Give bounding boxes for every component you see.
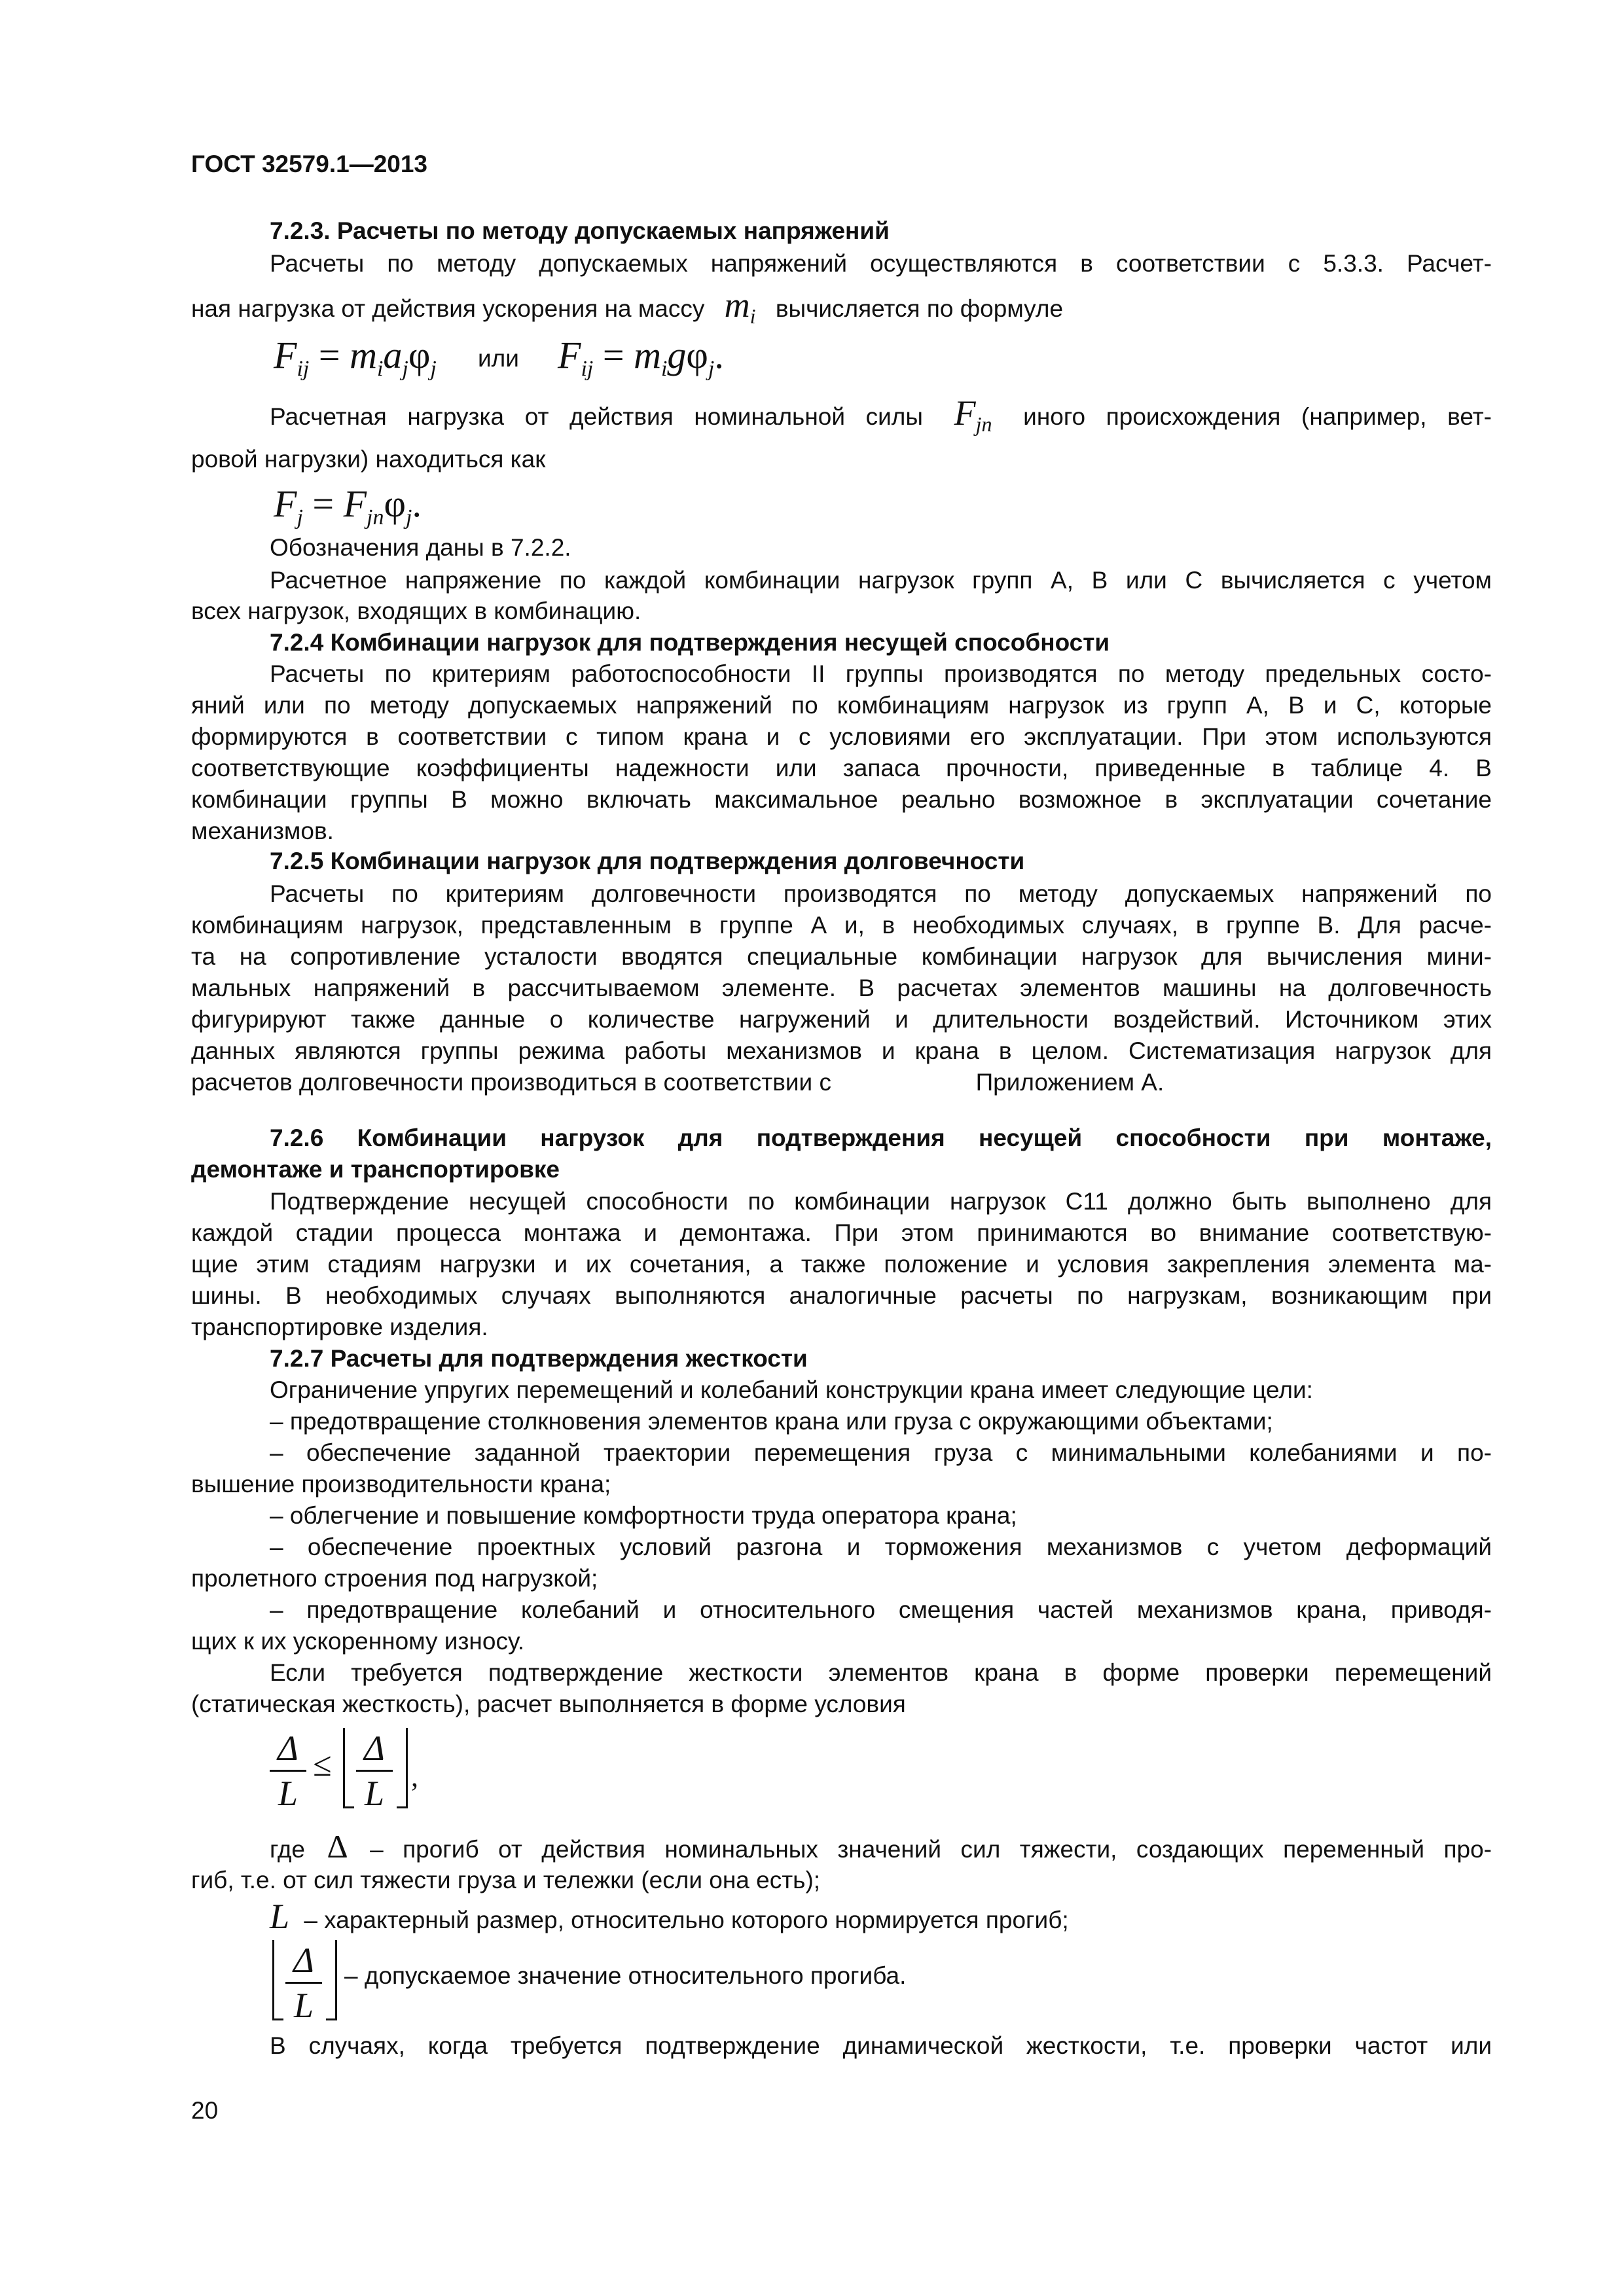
- paragraph-line: та на сопротивление усталости вводятся специальные комбинации нагрузок для вычисления мини-: [191, 943, 1492, 970]
- paragraph-line: всех нагрузок, входящих в комбинацию.: [191, 598, 641, 624]
- list-item: – обеспечение проектных условий разгона и торможения механизмов с учетом деформаций: [270, 1534, 1492, 1560]
- section-heading-7-2-3: 7.2.3. Расчеты по методу допускаемых напряжений: [270, 217, 890, 244]
- formula-mass-mi: $m_i$: [724, 285, 756, 328]
- document-page: ГОСТ 32579.1—2013 7.2.3. Расчеты по методу допускаемых напряжений Расчеты по методу допускаемых напряжений осуществляются в соответствии с 5.3.3. Расчет- ная нагрузка от действия ускорения на массу $m_i$ вычисляется по формуле $F_{ij} = m_ia_j\varphi_j$ или $F_{ij} = m_ig\varphi_j$. Расчетная нагрузка от действия номинальной силы $F_{jn}$ иного происхождения (например, вет- ровой нагрузки) находиться как $F_j = F_{jn}\varphi_j$. Обозначения даны в 7.2.2. Расчетное напряжение по каждой комбинации нагрузок групп А, В или С вычисляется с учетом всех нагрузок, входящих в комбинацию. 7.2.4 Комбинации нагрузок для подтверждения несущей способности Расчеты по критериям работоспособности II группы производятся по методу предельных состо- яний или по методу допускаемых напряжений по комбинациям нагрузок из групп А, В и С, которые формируются в соответствии с типом крана и с условиями его эксплуатации. При этом используются соответствующие коэффициенты надежности или запаса прочности, приведенные в таблице 4. В комбинации группы В можно включать максимальное реально возможное в эксплуатации сочетание механизмов. 7.2.5 Комбинации нагрузок для подтверждения долговечности Расчеты по критериям долговечности производятся по методу допускаемых напряжений по комбинациям нагрузок, представленным в группе А и, в необходимых случаях, в группе В. Для расче- та на сопротивление усталости вводятся специальные комбинации нагрузок для вычисления мини- мальных напряжений в рассчитываемом элементе. В расчетах элементов машины на долговечность фигурируют также данные о количестве нагружений и длительности воздействий. Источником этих данных являются группы режима работы механизмов и крана в целом. Систематизация нагрузок для расчетов долговечности производиться в соответствии с Приложением А. 7.2.6 Комбинации нагрузок для подтверждения несущей способности при монтаже, демонтаже и транспортировке Подтверждение несущей способности по комбинации нагрузок С11 должно быть выполнено для каждой стадии процесса монтажа и демонтажа. При этом принимаются во внимание соответствую- щие этим стадиям нагрузки и их сочетания, а также положение и условия закрепления элемента ма- шины. В необходимых случаях выполняются аналогичные расчеты по нагрузкам, возникающим при транспортировке изделия. 7.2.7 Расчеты для подтверждения жесткости Ограничение упругих перемещений и колебаний конструкции крана имеет следующие цели: – предотвращение столкновения элементов крана или груза с окружающими объектами; – обеспечение заданной траектории перемещения груза с минимальными колебаниями и по- вышение производительности крана; – облегчение и повышение комфортности труда оператора крана; – обеспечение проектных условий разгона и торможения механизмов с учетом деформаций пролетного строения под нагрузкой; – предотвращение колебаний и относительного смещения частей механизмов крана, приводя- щих к их ускоренному износу. Если требуется подтверждение жесткости элементов крана в форме проверки перемещений (статическая жесткость), расчет выполняется в форме условия Δ L ≤ Δ L , где Δ – прогиб от действия номинальных значений сил тяжести, создающих переменный про- гиб, т.е. от сил тяжести груза и тележки (если она есть); L – характерный размер, относительно которого нормируется прогиб; Δ L – допускаемое значение относительного прогиба. В случаях, когда требуется подтверждение динамической жесткости, т.е. проверки частот или 20: [0, 0, 1624, 2296]
- paragraph-line: Обозначения даны в 7.2.2.: [270, 534, 571, 561]
- page-number: 20: [191, 2097, 219, 2124]
- symbol-l: L: [270, 1897, 290, 1936]
- paragraph-line: комбинации группы В можно включать максимальное реально возможное в эксплуатации сочетание: [191, 786, 1492, 813]
- paragraph-line: Ограничение упругих перемещений и колебаний конструкции крана имеет следующие цели:: [270, 1376, 1313, 1403]
- fraction-delta-over-l-allowed: Δ L: [285, 1940, 322, 2026]
- paragraph-line: В случаях, когда требуется подтверждение динамической жесткости, т.е. проверки частот или: [270, 2032, 1492, 2059]
- section-heading-7-2-6-cont: демонтаже и транспортировке: [191, 1156, 560, 1183]
- list-item-cont: щих к их ускоренному износу.: [191, 1628, 525, 1655]
- paragraph-line: механизмов.: [191, 817, 334, 844]
- paragraph-line: формируются в соответствии с типом крана и с условиями его эксплуатации. При этом используются: [191, 723, 1492, 750]
- formula-nominal-load: $F_j = F_{jn}\varphi_j$.: [274, 482, 422, 529]
- symbol-delta: Δ: [327, 1828, 348, 1865]
- section-heading-7-2-6: 7.2.6 Комбинации нагрузок для подтверждения несущей способности при монтаже,: [270, 1124, 1492, 1151]
- fraction-delta-over-l-allowed: Δ L: [356, 1728, 393, 1814]
- formula-gravity-load: $F_{ij} = m_ig\varphi_j$.: [558, 334, 724, 381]
- paragraph-line: ная нагрузка от действия ускорения на массу $m_i$ вычисляется по формуле: [191, 285, 1064, 328]
- section-heading-7-2-5: 7.2.5 Комбинации нагрузок для подтверждения долговечности: [270, 848, 1025, 874]
- list-item: – предотвращение колебаний и относительного смещения частей механизмов крана, приводя-: [270, 1596, 1492, 1623]
- formula-force-fjn: $F_{jn}$: [954, 393, 992, 436]
- list-item-cont: пролетного строения под нагрузкой;: [191, 1565, 598, 1592]
- paragraph-line: Расчетное напряжение по каждой комбинации нагрузок групп А, В или С вычисляется с учетом: [270, 567, 1492, 594]
- paragraph-line: комбинациям нагрузок, представленным в группе А и, в необходимых случаях, в группе В. Для расче-: [191, 912, 1492, 939]
- standard-header: ГОСТ 32579.1—2013: [191, 151, 428, 177]
- definition-delta: где Δ – прогиб от действия номинальных значений сил тяжести, создающих переменный про-: [270, 1828, 1492, 1865]
- fraction-delta-over-l: Δ L: [270, 1728, 306, 1814]
- floor-bracket-right: [397, 1728, 408, 1808]
- definition-l: L – характерный размер, относительно которого нормируется прогиб;: [270, 1897, 1069, 1936]
- paragraph-line: ровой нагрузки) находиться как: [191, 446, 546, 473]
- paragraph-line: шины. В необходимых случаях выполняются аналогичные расчеты по нагрузкам, возникающим при: [191, 1282, 1492, 1309]
- paragraph-line: Подтверждение несущей способности по комбинации нагрузок С11 должно быть выполнено для: [270, 1188, 1492, 1215]
- paragraph-line: Расчеты по критериям долговечности производятся по методу допускаемых напряжений по: [270, 880, 1492, 907]
- leq-sign: ≤: [313, 1746, 332, 1784]
- section-heading-7-2-4: 7.2.4 Комбинации нагрузок для подтверждения несущей способности: [270, 629, 1110, 656]
- paragraph-line: Расчетная нагрузка от действия номинальной силы $F_{jn}$ иного происхождения (например, вет-: [270, 393, 1492, 436]
- formula-acceleration-load: $F_{ij} = m_ia_j\varphi_j$: [274, 334, 437, 381]
- paragraph-line: мальных напряжений в рассчитываемом элементе. В расчетах элементов машины на долговечность: [191, 975, 1492, 1001]
- list-item: – обеспечение заданной траектории перемещения груза с минимальными колебаниями и по-: [270, 1439, 1492, 1466]
- list-item: – предотвращение столкновения элементов крана или груза с окружающими объектами;: [270, 1408, 1273, 1435]
- paragraph-line: расчетов долговечности производиться в соответствии с Приложением А.: [191, 1069, 1164, 1096]
- list-item: – облегчение и повышение комфортности труда оператора крана;: [270, 1502, 1017, 1529]
- floor-bracket-right: [326, 1940, 337, 2020]
- paragraph-line: фигурируют также данные о количестве нагружений и длительности воздействий. Источником этих: [191, 1006, 1492, 1033]
- paragraph-line: (статическая жесткость), расчет выполняется в форме условия: [191, 1691, 906, 1717]
- word-or: или: [478, 345, 519, 372]
- definition-delta-cont: гиб, т.е. от сил тяжести груза и тележки (если она есть);: [191, 1867, 821, 1893]
- floor-bracket-left: [272, 1940, 283, 2020]
- paragraph-line: каждой стадии процесса монтажа и демонтажа. При этом принимаются во внимание соответствую-: [191, 1219, 1492, 1246]
- paragraph-line: транспортировке изделия.: [191, 1314, 488, 1340]
- paragraph-line: данных являются группы режима работы механизмов и крана в целом. Систематизация нагрузок для: [191, 1037, 1492, 1064]
- annex-reference: Приложением А.: [975, 1069, 1164, 1096]
- paragraph-line: Если требуется подтверждение жесткости элементов крана в форме проверки перемещений: [270, 1659, 1492, 1686]
- paragraph-line: щие этим стадиям нагрузки и их сочетания, а также положение и условия закрепления элемента ма-: [191, 1251, 1492, 1278]
- paragraph-line: соответствующие коэффициенты надежности или запаса прочности, приведенные в таблице 4. В: [191, 755, 1492, 781]
- paragraph-line: Расчеты по методу допускаемых напряжений осуществляются в соответствии с 5.3.3. Расчет-: [270, 250, 1492, 277]
- section-heading-7-2-7: 7.2.7 Расчеты для подтверждения жесткости: [270, 1345, 808, 1372]
- paragraph-line: Расчеты по критериям работоспособности II группы производятся по методу предельных состо-: [270, 660, 1492, 687]
- floor-bracket-left: [343, 1728, 354, 1808]
- list-item-cont: вышение производительности крана;: [191, 1471, 611, 1498]
- paragraph-line: яний или по методу допускаемых напряжений по комбинациям нагрузок из групп А, В и С, которые: [191, 692, 1492, 719]
